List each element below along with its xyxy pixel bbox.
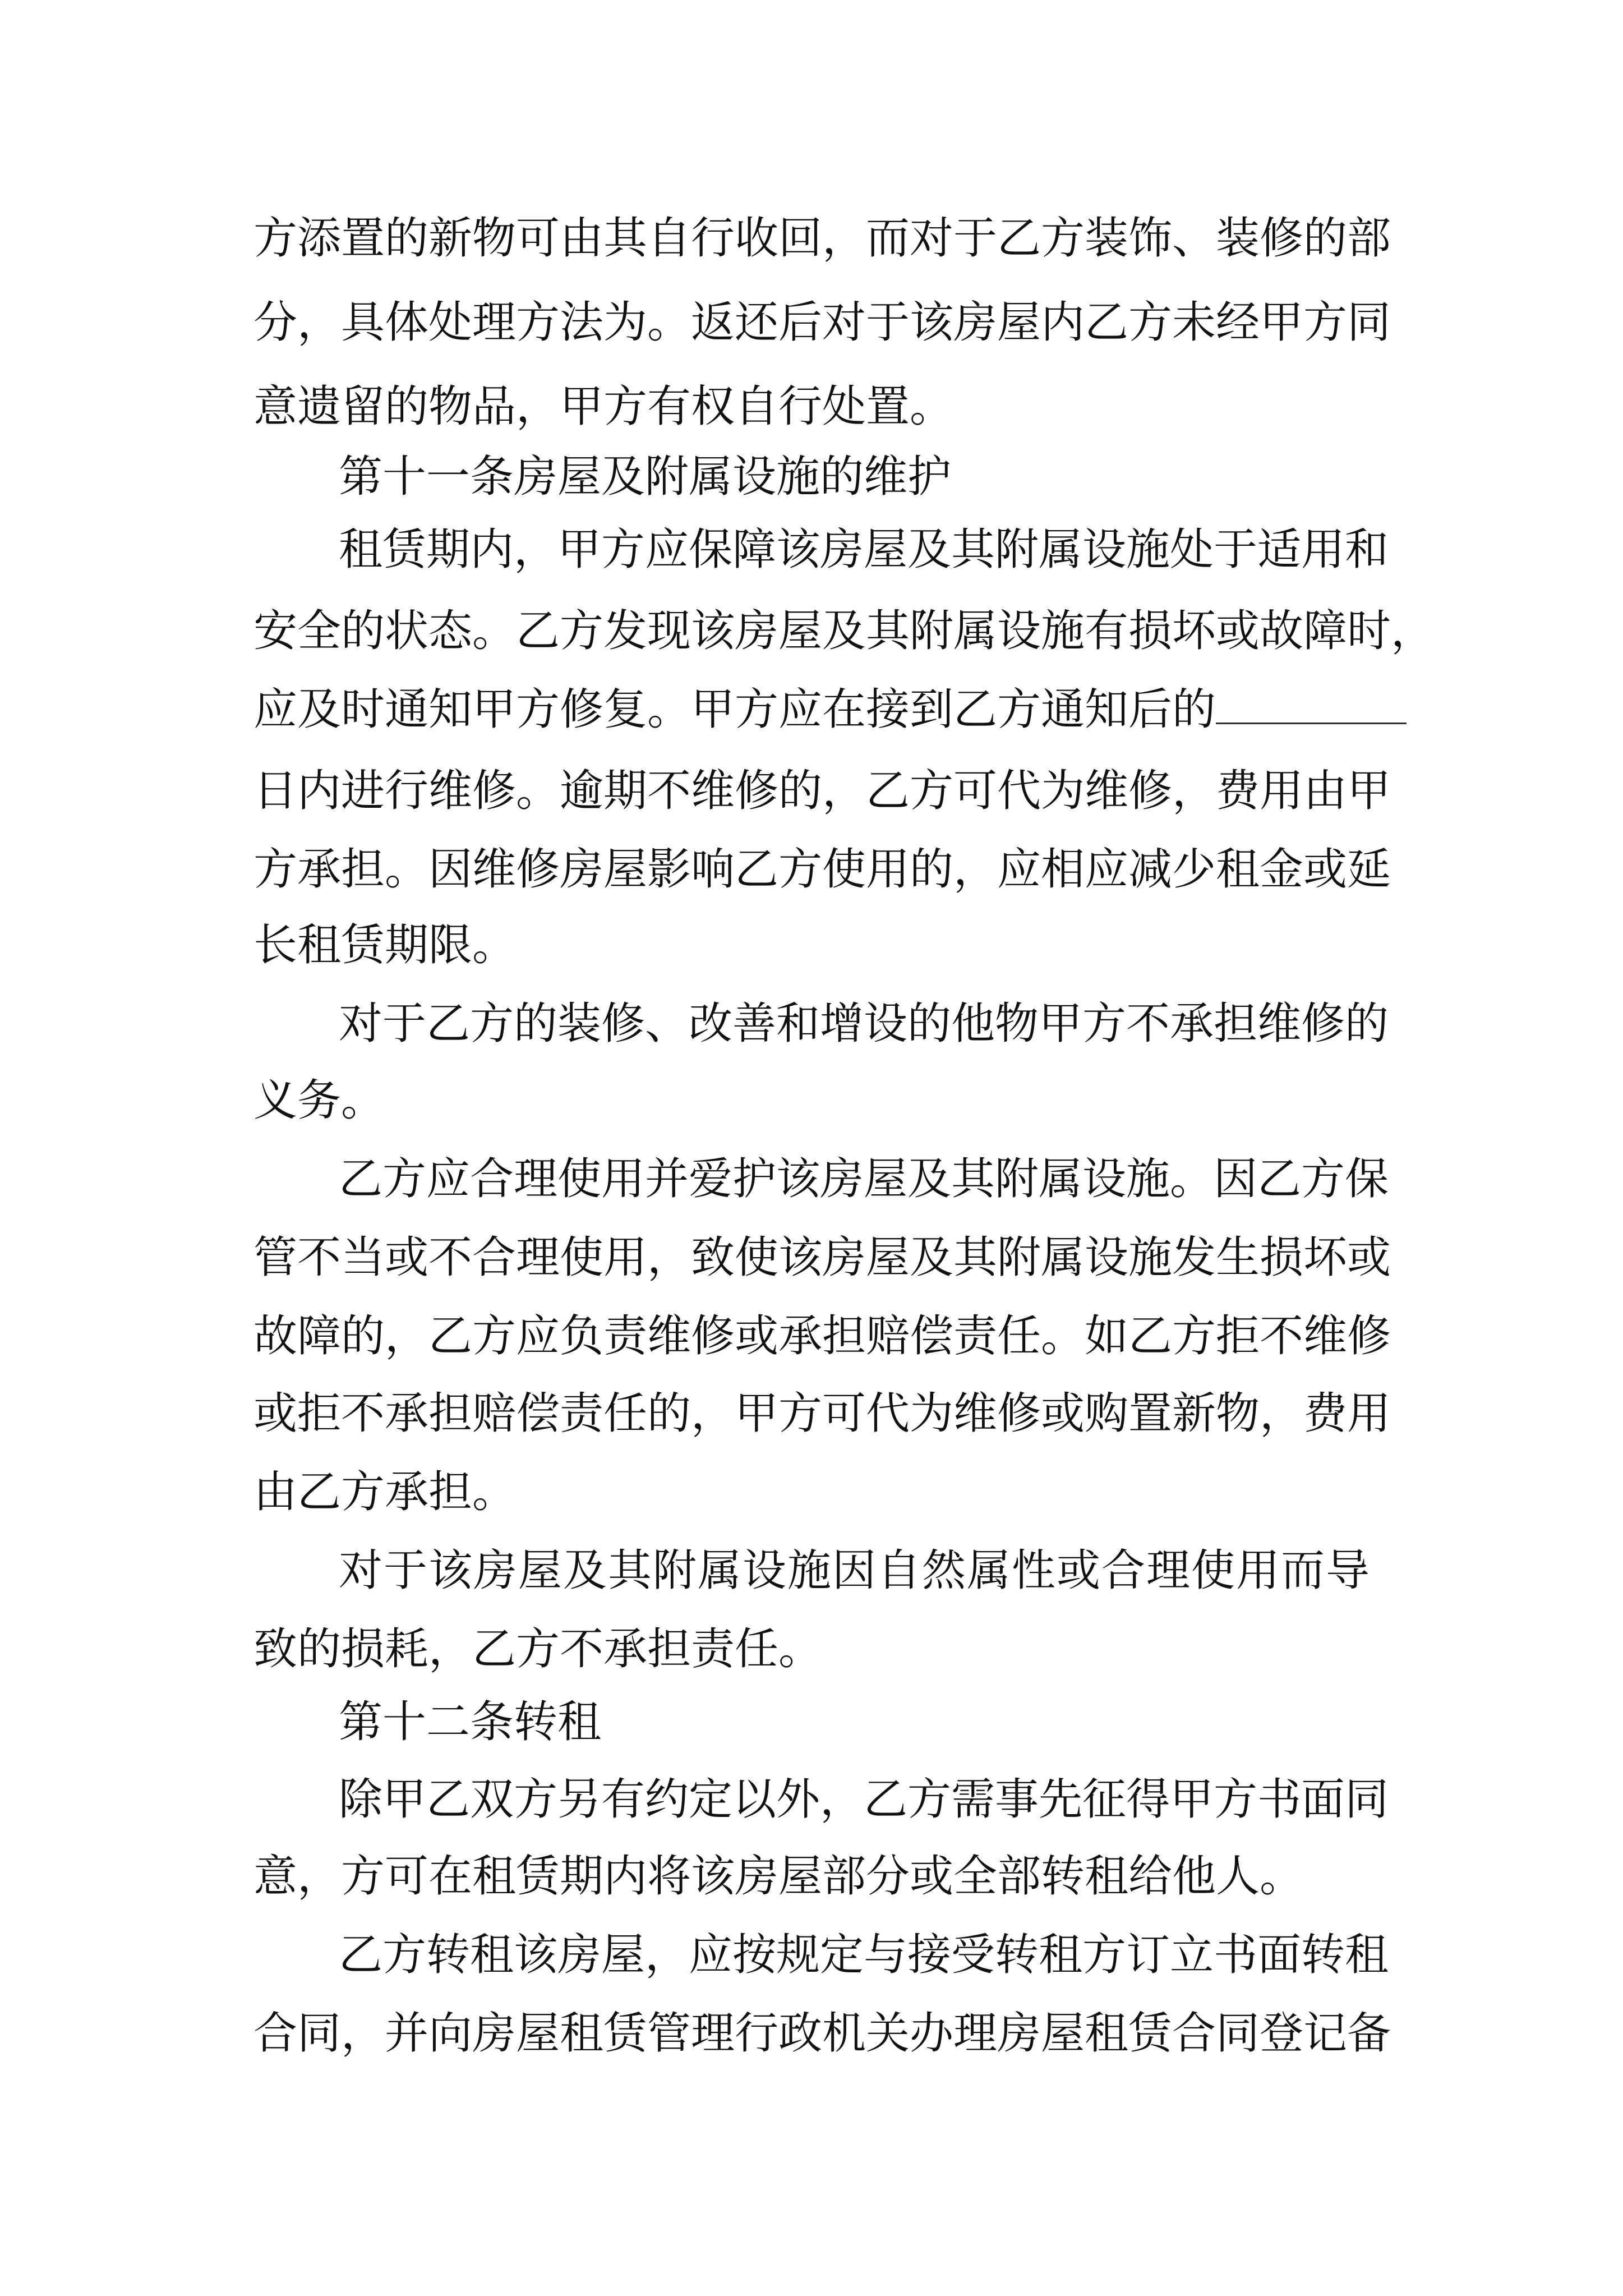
text-line: 致的损耗，乙方不承担责任。 [253,1624,823,1674]
text-line: 对于该房屋及其附属设施因自然属性或合理使用而导 [339,1545,1370,1596]
text-line: 方添置的新物可由其自行收回，而对于乙方装饰、装修的部 [253,213,1391,264]
text-line: 义务。 [253,1075,385,1126]
text-segment: 应及时通知甲方修复。甲方应在接到乙方通知后的 [253,684,1216,735]
text-line: 乙方转租该房屋，应按规定与接受转租方订立书面转租 [339,1930,1389,1980]
text-line: 由乙方承担。 [253,1467,517,1517]
text-line: 意，方可在租赁期内将该房屋部分或全部转租给他人。 [253,1851,1304,1902]
text-line: 方承担。因维修房屋影响乙方使用的，应相应减少租金或延 [253,844,1391,895]
text-line: 安全的状态。乙方发现该房屋及其附属设施有损坏或故障时， [253,606,1435,656]
text-line: 分，具体处理方法为。返还后对于该房屋内乙方未经甲方同 [253,297,1391,348]
text-line: 合同，并向房屋租赁管理行政机关办理房屋租赁合同登记备 [253,2008,1391,2059]
text-line: 对于乙方的装修、改善和增设的他物甲方不承担维修的 [339,999,1389,1049]
fill-in-blank [1216,683,1407,724]
text-line: 除甲乙双方另有约定以外，乙方需事先征得甲方书面同 [339,1774,1389,1825]
text-line: 意遗留的物品，甲方有权自行处置。 [253,381,954,432]
text-line: 日内进行维修。逾期不维修的，乙方可代为维修，费用由甲 [253,766,1391,816]
text-line: 长租赁期限。 [253,920,517,970]
text-line: 乙方应合理使用并爱护该房屋及其附属设施。因乙方保 [339,1154,1389,1204]
text-line: 租赁期内，甲方应保障该房屋及其附属设施处于适用和 [339,524,1389,575]
text-line: 或拒不承担赔偿责任的，甲方可代为维修或购置新物，费用 [253,1388,1391,1439]
text-line: 故障的，乙方应负责维修或承担赔偿责任。如乙方拒不维修 [253,1311,1391,1361]
section-heading: 第十一条房屋及附属设施的维护 [339,452,952,502]
text-line: 管不当或不合理使用，致使该房屋及其附属设施发生损坏或 [253,1232,1391,1283]
section-heading: 第十二条转租 [339,1697,602,1747]
text-line-with-blank [253,682,1370,738]
